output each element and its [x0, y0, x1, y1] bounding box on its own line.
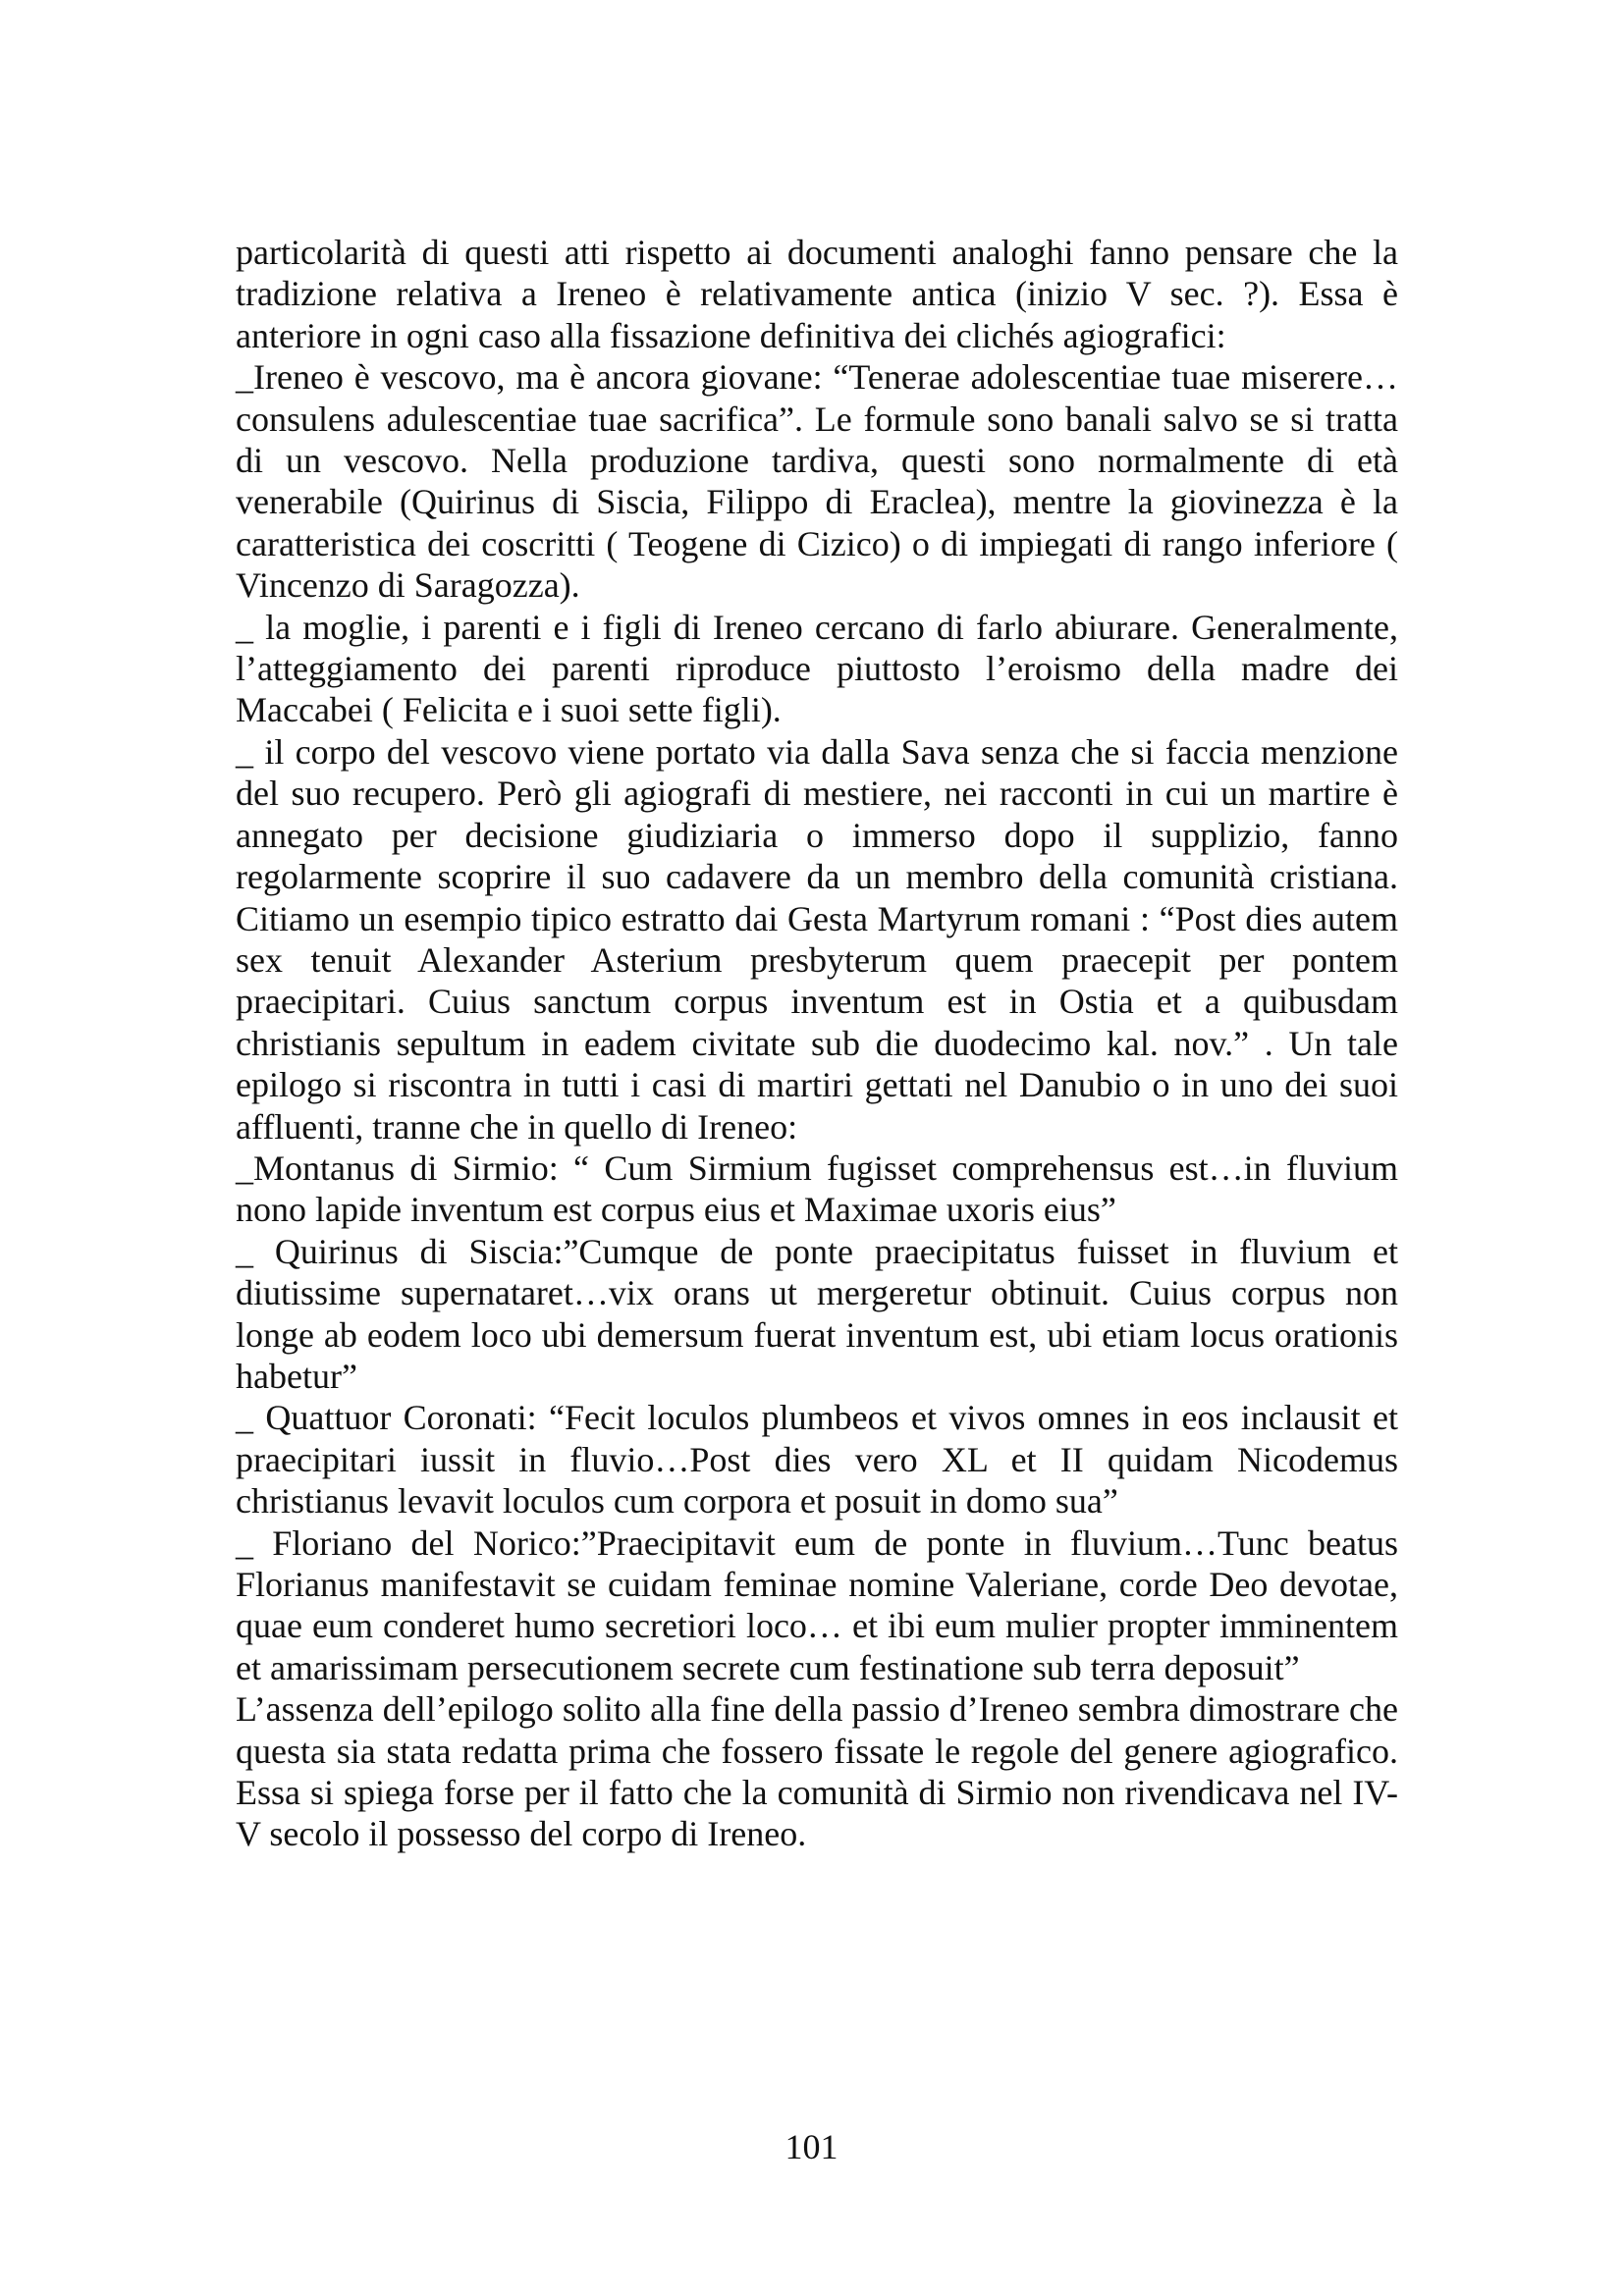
paragraph-quattuor-coronati: _ Quattuor Coronati: “Fecit loculos plumbeos et vivos omnes in eos inclausit et praecipitari iussit in fluvio…Post dies vero XL et II quidam Nicodemus christianus levavit loculos cum corpora et posuit in domo sua”	[236, 1398, 1398, 1522]
paragraph-family-abjure: _ la moglie, i parenti e i figli di Ireneo cercano di farlo abiurare. Generalmente, l’atteggiamento dei parenti riproduce piuttosto l’eroismo della madre dei Maccabei ( Felicita e i suoi sette figli).	[236, 607, 1398, 730]
paragraph-montanus: _Montanus di Sirmio: “ Cum Sirmium fugisset comprehensus est…in fluvium nono lapide inventum est corpus eius et Maximae uxoris eius”	[236, 1148, 1398, 1230]
paragraph-intro: particolarità di questi atti rispetto ai documenti analoghi fanno pensare che la tradizione relativa a Ireneo è relativamente antica (inizio V sec. ?). Essa è anteriore in ogni caso alla fissazione definitiva dei clichés agiografici:	[236, 233, 1398, 355]
paragraph-quirinus: _ Quirinus di Siscia:”Cumque de ponte praecipitatus fuisset in fluvium et diutissime supernataret…vix orans ut mergeretur obtinuit. Cuius corpus non longe ab eodem loco ubi demersum fuerat inventum est, ubi etiam locus orationis habetur”	[236, 1231, 1398, 1396]
paragraph-body-recovery: _ il corpo del vescovo viene portato via dalla Sava senza che si faccia menzione del suo recupero. Però gli agiografi di mestiere, nei racconti in cui un martire è annegato per decisione giudiziaria o immerso dopo il supplizio, fanno regolarmente scoprire il suo cadavere da un membro della comunità cristiana. Citiamo un esempio tipico estratto dai Gesta Martyrum romani : “Post dies autem sex tenuit Alexander Asterium presbyterum quem praecepit per pontem praecipitari. Cuius sanctum corpus inventum est in Ostia et a quibusdam christianis sepultum in eadem civitate sub die duodecimo kal. nov.” . Un tale epilogo si riscontra in tutti i casi di martiri gettati nel Danubio o in uno dei suoi affluenti, tranne che in quello di Ireneo:	[236, 731, 1398, 1147]
page-number: 101	[784, 2127, 839, 2166]
paragraph-conclusion: L’assenza dell’epilogo solito alla fine della passio d’Ireneo sembra dimostrare che questa sia stata redatta prima che fossero fissate le regole del genere agiografico. Essa si spiega forse per il fatto che la comunità di Sirmio non rivendicava nel IV-V secolo il possesso del corpo di Ireneo.	[236, 1689, 1398, 1854]
paragraph-ireneo-young-bishop: _Ireneo è vescovo, ma è ancora giovane: “Tenerae adolescentiae tuae miserere…consulens adulescentiae tuae sacrifica”. Le formule sono banali salvo se si tratta di un vescovo. Nella produzione tardiva, questi sono normalmente di età venerabile (Quirinus di Siscia, Filippo di Eraclea), mentre la giovinezza è la caratteristica dei coscritti ( Teogene di Cizico) o di impiegati di rango inferiore ( Vincenzo di Saragozza).	[236, 357, 1398, 606]
page-body	[236, 232, 1398, 1855]
paragraph-floriano: _ Floriano del Norico:”Praecipitavit eum de ponte in fluvium…Tunc beatus Florianus manifestavit se cuidam feminae nomine Valeriane, corde Deo devotae, quae eum conderet humo secretiori loco… et ibi eum mulier propter imminentem et amarissimam persecutionem secrete cum festinatione sub terra deposuit”	[236, 1522, 1398, 1687]
